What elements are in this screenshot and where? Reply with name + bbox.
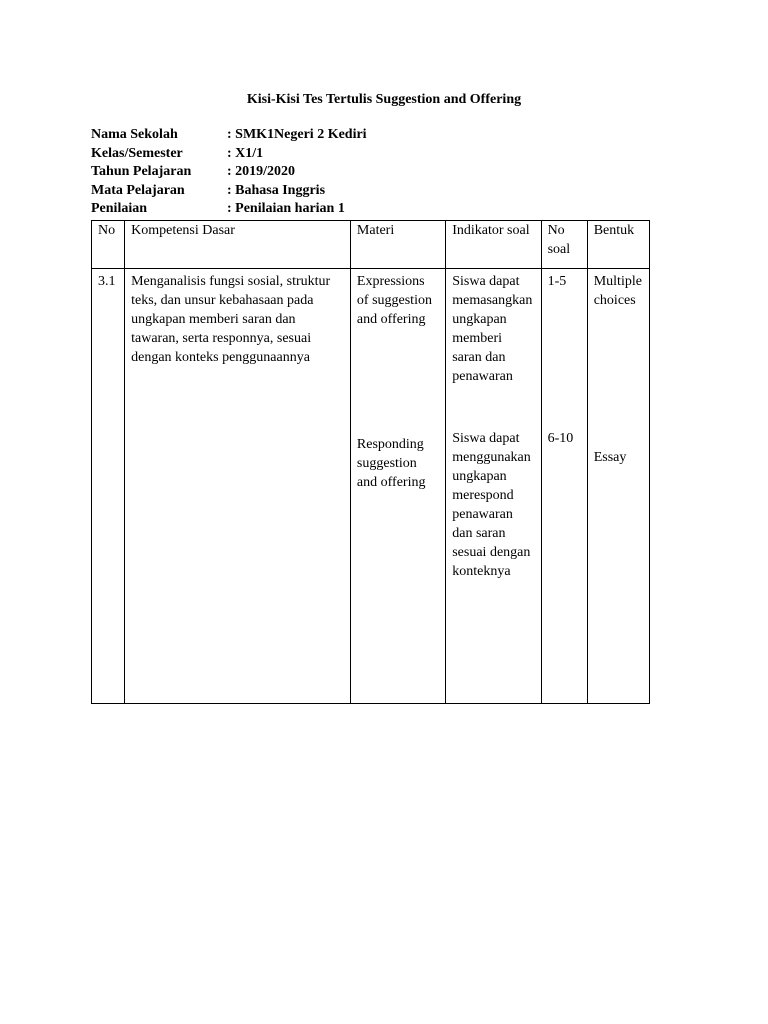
header-no: No [92,221,125,269]
header-indikator-soal: Indikator soal [446,221,541,269]
meta-label: Tahun Pelajaran [91,164,192,179]
cell-no-soal [541,269,587,704]
cell-bentuk [587,269,649,704]
meta-row-school [91,126,367,145]
meta-row-subject [91,182,367,201]
meta-value: : X1/1 [227,145,264,161]
materi-item-1: Expressions of suggestion and offering [356,274,432,327]
no-soal-item-1: 1-5 [547,274,567,289]
cell-kompetensi-dasar: Menganalisis fungsi sosial, struktur teks, dan unsur kebahasaan pada ungkapan memberi saran dan tawaran, serta responnya, sesuai dengan konteks penggunaannya [125,269,351,704]
header-kompetensi-dasar: Kompetensi Dasar [125,221,351,269]
table-header-row [92,221,650,269]
meta-label: Penilaian [91,201,148,216]
cell-no: 3.1 [92,269,125,704]
materi-item-2: Responding suggestion and offering [356,437,426,490]
indikator-item-2: Siswa dapat menggunakan ungkapan merespond penawaran dan saran sesuai dengan konteknya [452,431,531,579]
bentuk-item-1: Multiple choices [593,274,642,308]
meta-row-year [91,163,367,182]
meta-label: Mata Pelajaran [91,182,185,198]
header-no-soal: No soal [541,221,587,269]
meta-label: Kelas/Semester [91,145,183,161]
indikator-item-1: Siswa dapat memasangkan ungkapan memberi saran dan penawaran [452,274,533,384]
meta-row-class [91,145,367,164]
bentuk-item-2: Essay [593,450,627,465]
document-metadata [91,126,367,219]
header-materi: Materi [350,221,445,269]
meta-value: : SMK1Negeri 2 Kediri [227,127,367,142]
meta-value: : 2019/2020 [227,164,296,179]
document-title: Kisi-Kisi Tes Tertulis Suggestion and Offering [246,92,522,107]
meta-row-assessment [91,200,367,219]
meta-value: : Penilaian harian 1 [227,201,345,216]
table-row [92,269,650,704]
meta-value: : Bahasa Inggris [227,182,326,198]
no-soal-item-2: 6-10 [547,431,574,446]
test-grid-table [91,220,650,704]
meta-label: Nama Sekolah [91,127,178,142]
cell-indikator-soal [446,269,541,704]
header-bentuk: Bentuk [587,221,649,269]
cell-materi [350,269,445,704]
